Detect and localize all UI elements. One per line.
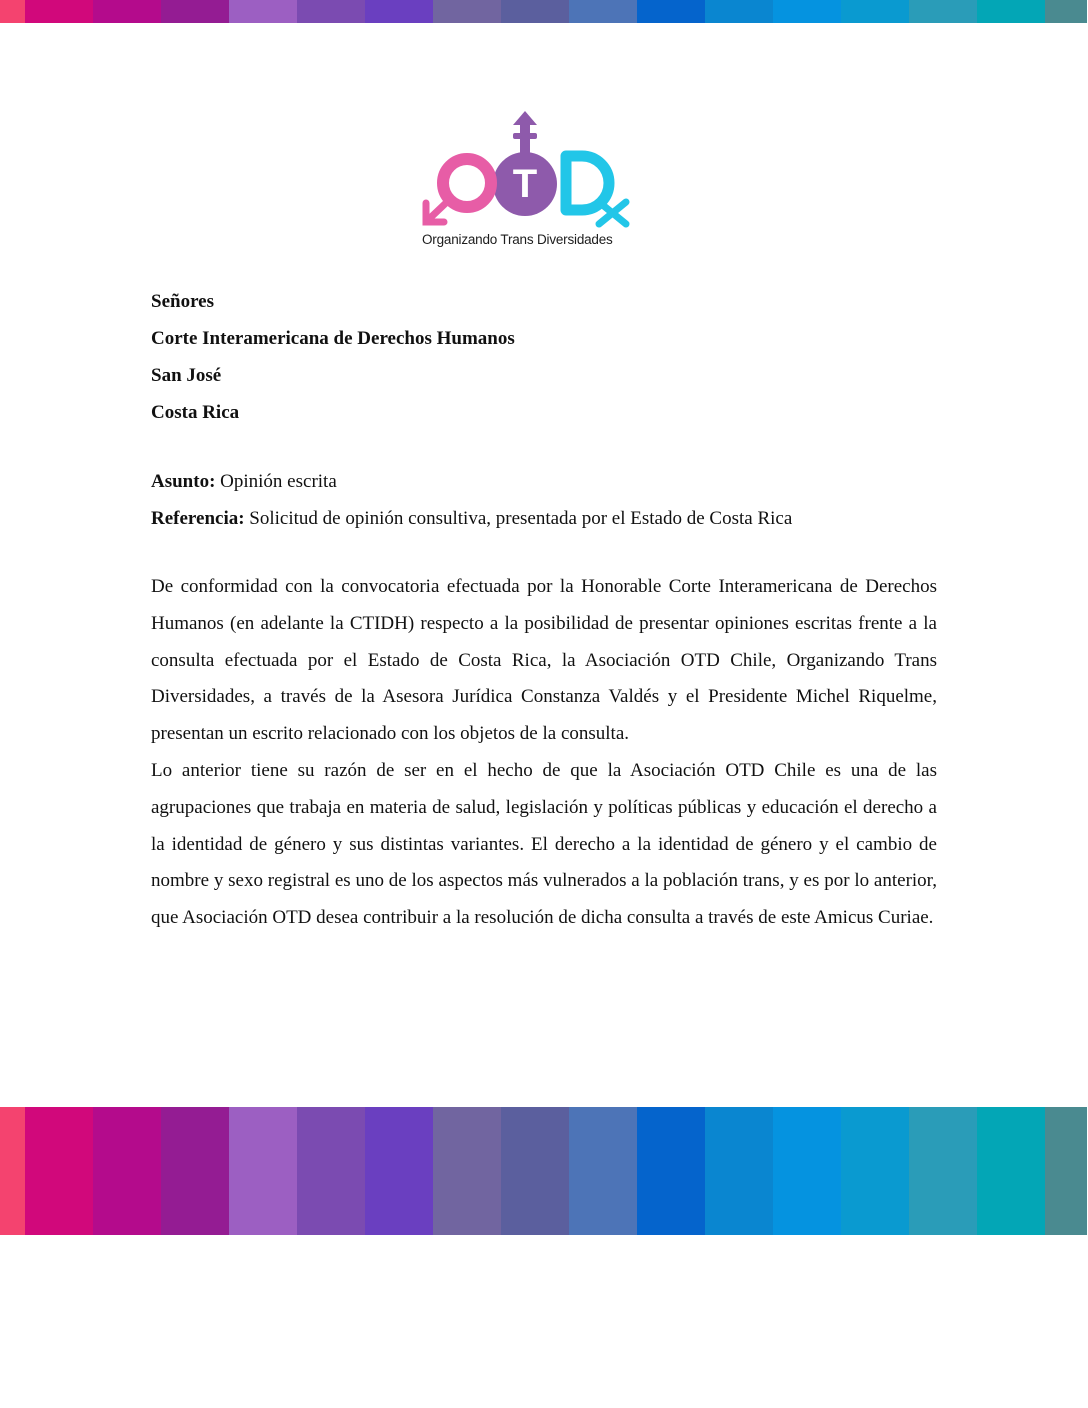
recipient-block [151, 283, 937, 431]
color-stripe-segment [501, 0, 569, 23]
recipient-city: San José [151, 365, 222, 386]
color-stripe-segment [161, 0, 229, 23]
color-stripe-segment [0, 1107, 25, 1235]
otd-logo [416, 106, 636, 256]
color-stripe-segment [229, 1107, 297, 1235]
subject-text: Opinión escrita [215, 471, 337, 492]
color-stripe-segment [841, 1107, 909, 1235]
color-stripe-segment [229, 0, 297, 23]
color-stripe-segment [569, 0, 637, 23]
color-stripe-segment [977, 0, 1045, 23]
footer-color-stripe [0, 1107, 1088, 1235]
recipient-institution: Corte Interamericana de Derechos Humanos [151, 328, 515, 349]
color-stripe-segment [909, 0, 977, 23]
logo-letter-t: T [512, 162, 538, 206]
color-stripe-segment [977, 1107, 1045, 1235]
letter-content [151, 283, 937, 937]
arrow-down-left-icon [426, 201, 448, 222]
transgender-symbol-icon [513, 111, 537, 153]
color-stripe-segment [705, 0, 773, 23]
body-paragraph-2: Lo anterior tiene su razón de ser en el hecho de que la Asociación OTD Chile es una de las agrupaciones que trabaja en materia de salud, legislación y políticas públicas y educación el derecho a la identidad de género y sus distintas variantes. El derecho a la identidad de género y el cambio de nombre y sexo registral es uno de los aspectos más vulnerados a la población trans, y es por lo anterior, que Asociación OTD desea contribuir a la resolución de dicha consulta a través de este Amicus Curiae. [151, 759, 937, 929]
otd-logo-mark [416, 106, 636, 236]
cross-icon [599, 202, 626, 224]
color-stripe-segment [25, 0, 93, 23]
letter-meta [151, 463, 937, 537]
color-stripe-segment [297, 0, 365, 23]
color-stripe-segment [773, 1107, 841, 1235]
color-stripe-segment [433, 0, 501, 23]
color-stripe-segment [297, 1107, 365, 1235]
color-stripe-segment [365, 1107, 433, 1235]
color-stripe-segment [1045, 0, 1087, 23]
color-stripe-segment [365, 0, 433, 23]
color-stripe-segment [1045, 1107, 1087, 1235]
color-stripe-segment [93, 0, 161, 23]
body-paragraph-1: De conformidad con la convocatoria efectuada por la Honorable Corte Interamericana de Derechos Humanos (en adelante la CTIDH) respecto a la posibilidad de presentar opiniones escritas frente a la consulta efectuada por el Estado de Costa Rica, la Asociación OTD Chile, Organizando Trans Diversidades, a través de la Asesora Jurídica Constanza Valdés y el Presidente Michel Riquelme, presentan un escrito relacionado con los objetos de la consulta. [151, 576, 937, 745]
color-stripe-segment [773, 0, 841, 23]
color-stripe-segment [637, 0, 705, 23]
color-stripe-segment [569, 1107, 637, 1235]
subject-line [151, 463, 937, 500]
reference-text: Solicitud de opinión consultiva, presentada por el Estado de Costa Rica [244, 508, 793, 529]
color-stripe-segment [93, 1107, 161, 1235]
color-stripe-segment [25, 1107, 93, 1235]
color-stripe-segment [0, 0, 25, 23]
color-stripe-segment [637, 1107, 705, 1235]
letter-body [151, 569, 937, 937]
color-stripe-segment [161, 1107, 229, 1235]
color-stripe-segment [433, 1107, 501, 1235]
color-stripe-segment [841, 0, 909, 23]
color-stripe-segment [501, 1107, 569, 1235]
color-stripe-segment [909, 1107, 977, 1235]
recipient-country: Costa Rica [151, 402, 240, 423]
subject-label: Asunto: [151, 471, 216, 492]
logo-tagline: Organizando Trans Diversidades [422, 232, 613, 247]
recipient-salutation: Señores [151, 291, 214, 312]
header-color-stripe [0, 0, 1088, 23]
reference-line [151, 500, 937, 537]
color-stripe-segment [705, 1107, 773, 1235]
reference-label: Referencia: [151, 508, 245, 529]
